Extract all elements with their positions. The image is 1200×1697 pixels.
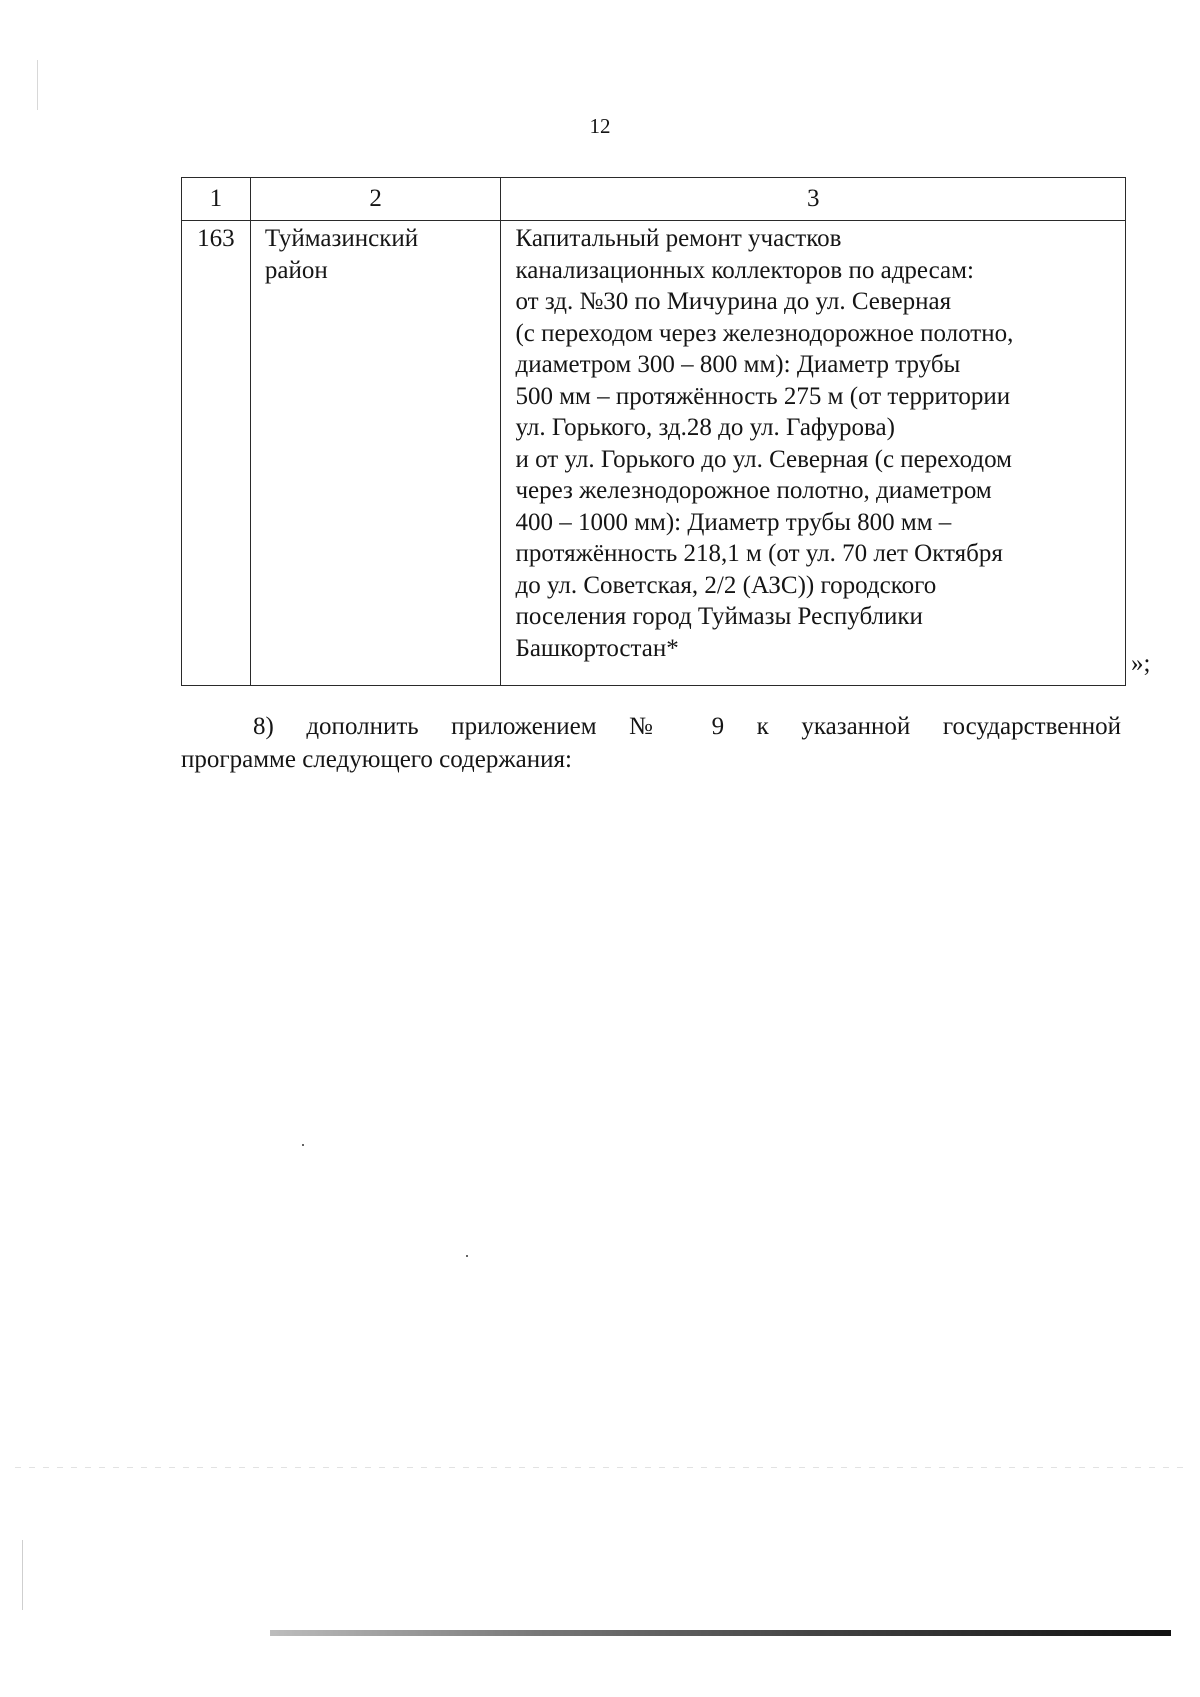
description-line: поселения город Туймазы Республики xyxy=(515,603,923,630)
description-line: Башкортостан* xyxy=(515,634,679,662)
scan-artifact xyxy=(15,1467,1185,1468)
description-line: 400 – 1000 мм): Диаметр трубы 800 мм – xyxy=(515,508,952,536)
scan-speck xyxy=(302,1144,304,1146)
description-line: диаметром 300 – 800 мм): Диаметр трубы xyxy=(515,351,961,378)
description-line: и от ул. Горького до ул. Северная (с переходом xyxy=(515,445,1012,473)
program-table xyxy=(181,177,1126,686)
closing-quote-mark: »; xyxy=(1131,650,1151,677)
scan-speck xyxy=(466,1255,468,1257)
row-number-cell: 163 xyxy=(182,221,251,686)
description-line: Капитальный ремонт участков xyxy=(515,225,842,252)
description-line: (с переходом через железнодорожное полотно, xyxy=(515,319,1014,347)
district-line: район xyxy=(264,256,328,284)
description-line: через железнодорожное полотно, диаметром xyxy=(515,477,992,504)
amendment-paragraph xyxy=(181,710,1121,776)
scan-artifact xyxy=(37,60,38,110)
page-number: 12 xyxy=(589,114,611,138)
paragraph-line: 8) дополнить приложением № 9 к указанной государственной xyxy=(253,713,1121,740)
description-line: ул. Горького, зд.28 до ул. Гафурова) xyxy=(515,414,895,441)
table-header-row xyxy=(182,178,1126,221)
table-row xyxy=(182,221,1126,686)
scan-artifact xyxy=(22,1540,23,1610)
scan-bottom-bar xyxy=(270,1630,1171,1636)
table-header-cell: 2 xyxy=(250,178,501,221)
description-line: от зд. №30 по Мичурина до ул. Северная xyxy=(515,288,952,315)
description-line: 500 мм – протяжённость 275 м (от территории xyxy=(515,382,1011,410)
table-header-cell: 3 xyxy=(501,178,1126,221)
description-line: протяжённость 218,1 м (от ул. 70 лет Октября xyxy=(515,540,1003,567)
paragraph-line: программе следующего содержания: xyxy=(181,746,572,773)
district-line: Туймазинский xyxy=(264,225,419,252)
district-cell xyxy=(250,221,501,686)
description-cell xyxy=(501,221,1126,686)
description-line: канализационных коллекторов по адресам: xyxy=(515,256,974,284)
table-header-cell: 1 xyxy=(182,178,251,221)
description-line: до ул. Советская, 2/2 (АЗС)) городского xyxy=(515,571,937,599)
